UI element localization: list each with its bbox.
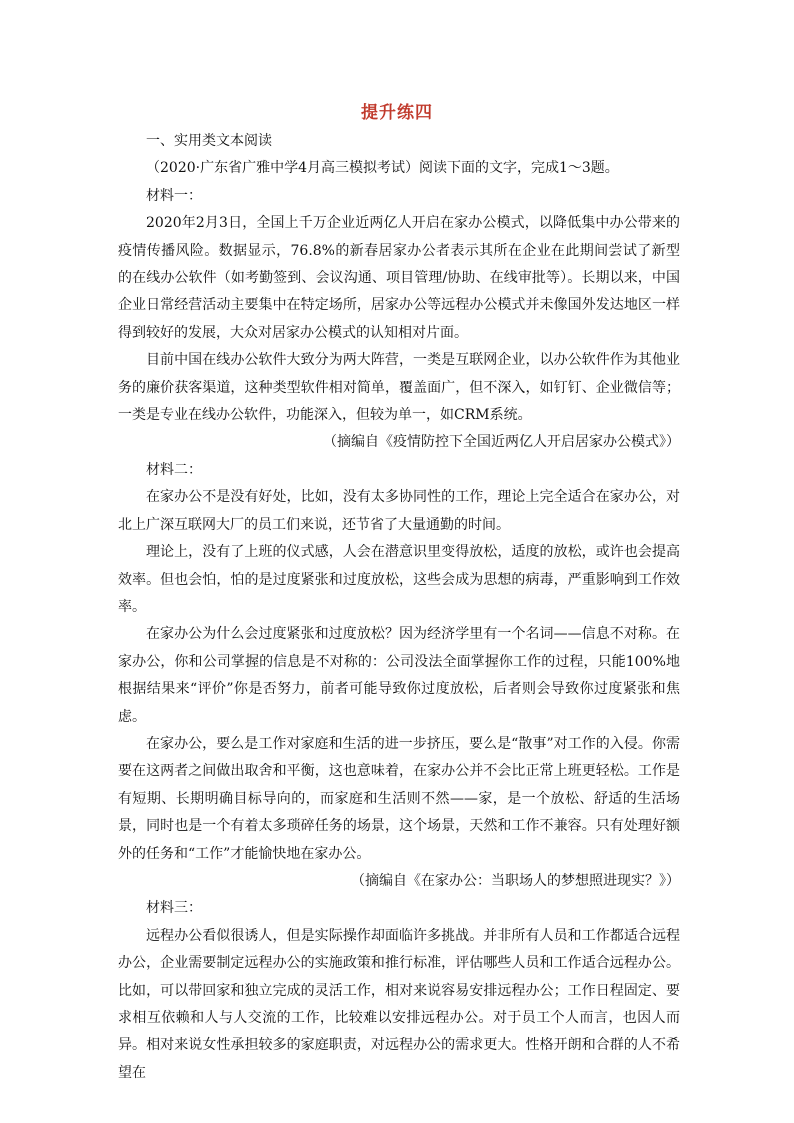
material-label: 材料二： [146,461,202,478]
source-citation: （摘编自《疫情防控下全国近两亿人开启居家办公模式》） [323,434,680,451]
paragraph: 2020年2月3日，全国上千万企业近两亿人开启在家办公模式，以降低集中办公带来的疫情传播风险。数据显示，76.8%的新春居家办公者表示其所在企业在此期间尝试了新型的在线办公软件（如考勤签到、会议沟通、项目管理/协助、在线审批等）。长期以来，中国企业日常经营活动主要集中在特定场所，居家办公等远程办公模式并未像国外发达地区一样得到较好的发展，大众对居家办公模式的认知相对片面。 [118,215,680,341]
material-label: 材料一： [146,187,202,204]
paragraph: 在家办公，要么是工作对家庭和生活的进一步挤压，要么是“散事”对工作的入侵。你需要在这两者之间做出取舍和平衡，这也意味着，在家办公并不会比正常上班更轻松。工作是有短期、长期明确目标导向的，而家庭和生活则不然——家，是一个放松、舒适的生活场景，同时也是一个有着太多琐碎任务的场景，这个场景，天然和工作不兼容。只有处理好额外的任务和“工作”才能愉快地在家办公。 [118,735,680,862]
source-citation: （摘编自《在家办公：当职场人的梦想照进现实？》） [351,872,680,889]
paragraph: 理论上，没有了上班的仪式感，人会在潜意识里变得放松，适度的放松，或许也会提高效率。但也会怕，怕的是过度紧张和过度放松，这些会成为思想的病毒，严重影响到工作效率。 [118,544,680,615]
instruction-text: （2020·广东省广雅中学4月高三模拟考试）阅读下面的文字，完成1～3题。 [146,160,619,177]
paragraph: 目前中国在线办公软件大致分为两大阵营，一类是互联网企业，以办公软件作为其他业务的廉价获客渠道，这种类型软件相对简单，覆盖面广，但不深入，如钉钉、企业微信等；一类是专业在线办公软件，功能深入，但较为单一，如CRM系统。 [118,352,680,424]
paragraph: 在家办公为什么会过度紧张和过度放松？因为经济学里有一个名词——信息不对称。在家办公，你和公司掌握的信息是不对称的：公司没法全面掌握你工作的过程，只能100%地根据结果来“评价”你是否努力，前者可能导致你过度放松，后者则会导致你过度紧张和焦虑。 [118,626,680,725]
page-title: 提升练四 [361,103,433,123]
paragraph: 在家办公不是没有好处，比如，没有太多协同性的工作，理论上完全适合在家办公，对北上广深互联网大厂的员工们来说，还节省了大量通勤的时间。 [118,489,680,533]
paragraph: 远程办公看似很诱人，但是实际操作却面临许多挑战。并非所有人员和工作都适合远程办公，企业需要制定远程办公的实施政策和推行标准，评估哪些人员和工作适合远程办公。比如，可以带回家和独立完成的灵活工作，相对来说容易安排远程办公；工作日程固定、要求相互依赖和人与人交流的工作，比较难以安排远程办公。对于员工个人而言，也因人而异。相对来说女性承担较多的家庭职责，对远程办公的需求更大。性格开朗和合群的人不希望在 [118,927,680,1081]
material-label: 材料三： [146,900,202,917]
document-body [118,128,680,1087]
section-heading: 一、实用类文本阅读 [146,133,272,149]
